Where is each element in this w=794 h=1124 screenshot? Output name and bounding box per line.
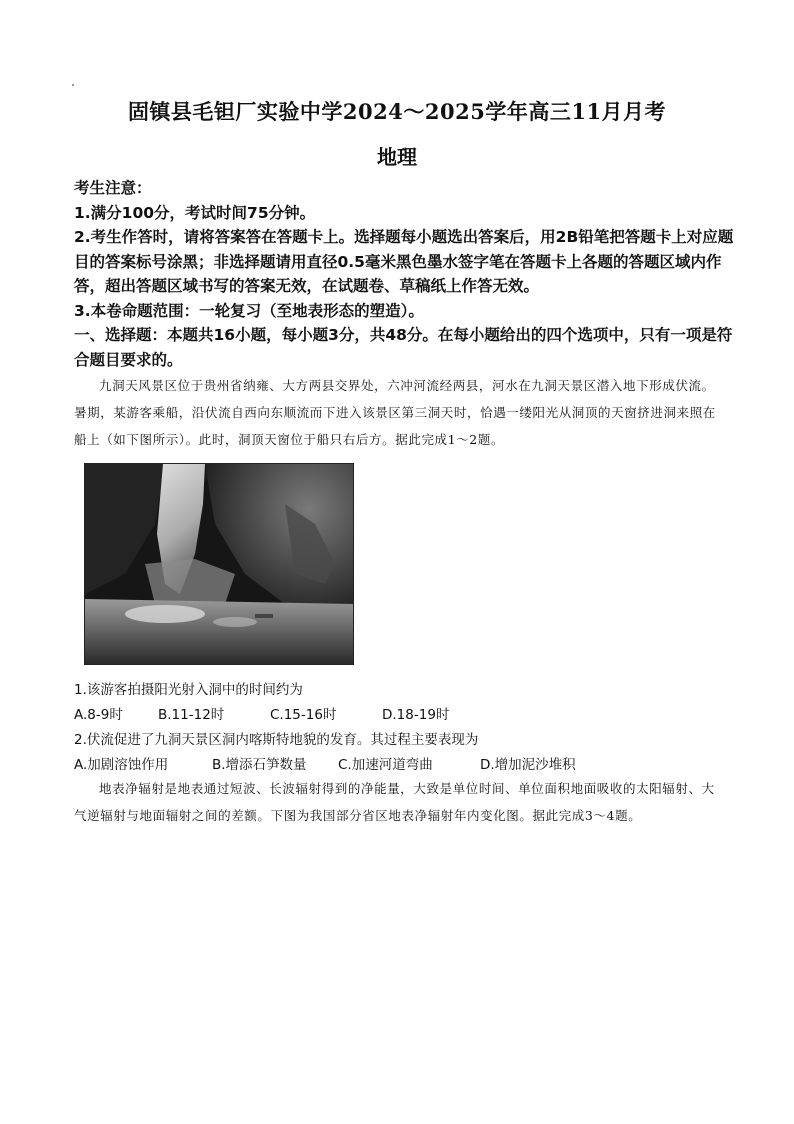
- question-2-options: [74, 754, 576, 776]
- q1-option-b: B.11-12时: [158, 707, 225, 723]
- q2-option-b: B.增添石笋数量: [212, 757, 307, 773]
- subject-title: 地理: [377, 145, 417, 169]
- question-1-stem: 1.该游客拍摄阳光射入洞中的时间约为: [74, 682, 303, 698]
- cave-photo-illustration: [85, 464, 353, 664]
- q2-option-d: D.增加泥沙堆积: [480, 757, 576, 773]
- passage-1: 九洞天风景区位于贵州省纳雍、大方两县交界处，六冲河流经两县，河水在九洞天景区潜入地下形成伏流。暑期，某游客乘船，沿伏流自西向东顺流而下进入该景区第三洞天时，恰遇一缕阳光从洞顶的天窗挤进洞来照在船上（如下图所示）。此时，洞顶天窗位于船只右后方。据此完成1～2题。: [74, 378, 716, 447]
- q2-option-c: C.加速河道弯曲: [338, 757, 433, 773]
- question-2-stem: 2.伏流促进了九洞天景区洞内喀斯特地貌的发育。其过程主要表现为: [74, 732, 479, 748]
- notes-heading: 考生注意：: [74, 179, 152, 197]
- note-item-1: 1.满分100分，考试时间75分钟。: [74, 203, 316, 222]
- cave-photo: [84, 463, 354, 665]
- note-item-2: 2.考生作答时，请将答案答在答题卡上。选择题每小题选出答案后，用2B铅笔把答题卡上对应题目的答案标号涂黑；非选择题请用直径0.5毫米黑色墨水签字笔在答题卡上各题的答题区域内作答，超出答题区域书写的答案无效，在试题卷、草稿纸上作答无效。: [74, 228, 734, 295]
- q2-option-a: A.加剧溶蚀作用: [74, 757, 169, 773]
- exam-notes: [74, 176, 734, 372]
- passage-2: 地表净辐射是地表通过短波、长波辐射得到的净能量，大致是单位时间、单位面积地面吸收的太阳辐射、大气逆辐射与地面辐射之间的差额。下图为我国部分省区地表净辐射年内变化图。据此完成3～4题。: [74, 781, 715, 823]
- section-heading: 一、选择题：本题共16小题，每小题3分，共48分。在每小题给出的四个选项中，只有一项是符合题目要求的。: [74, 326, 733, 369]
- exam-title: 固镇县毛钽厂实验中学2024～2025学年高三11月月考: [127, 99, 667, 124]
- q1-option-a: A.8-9时: [74, 707, 123, 723]
- q1-option-c: C.15-16时: [270, 707, 337, 723]
- note-item-3: 3.本卷命题范围：一轮复习（至地表形态的塑造）。: [74, 301, 424, 320]
- q1-option-d: D.18-19时: [382, 707, 450, 723]
- question-1-options: [74, 704, 449, 726]
- scan-speck: [72, 84, 74, 86]
